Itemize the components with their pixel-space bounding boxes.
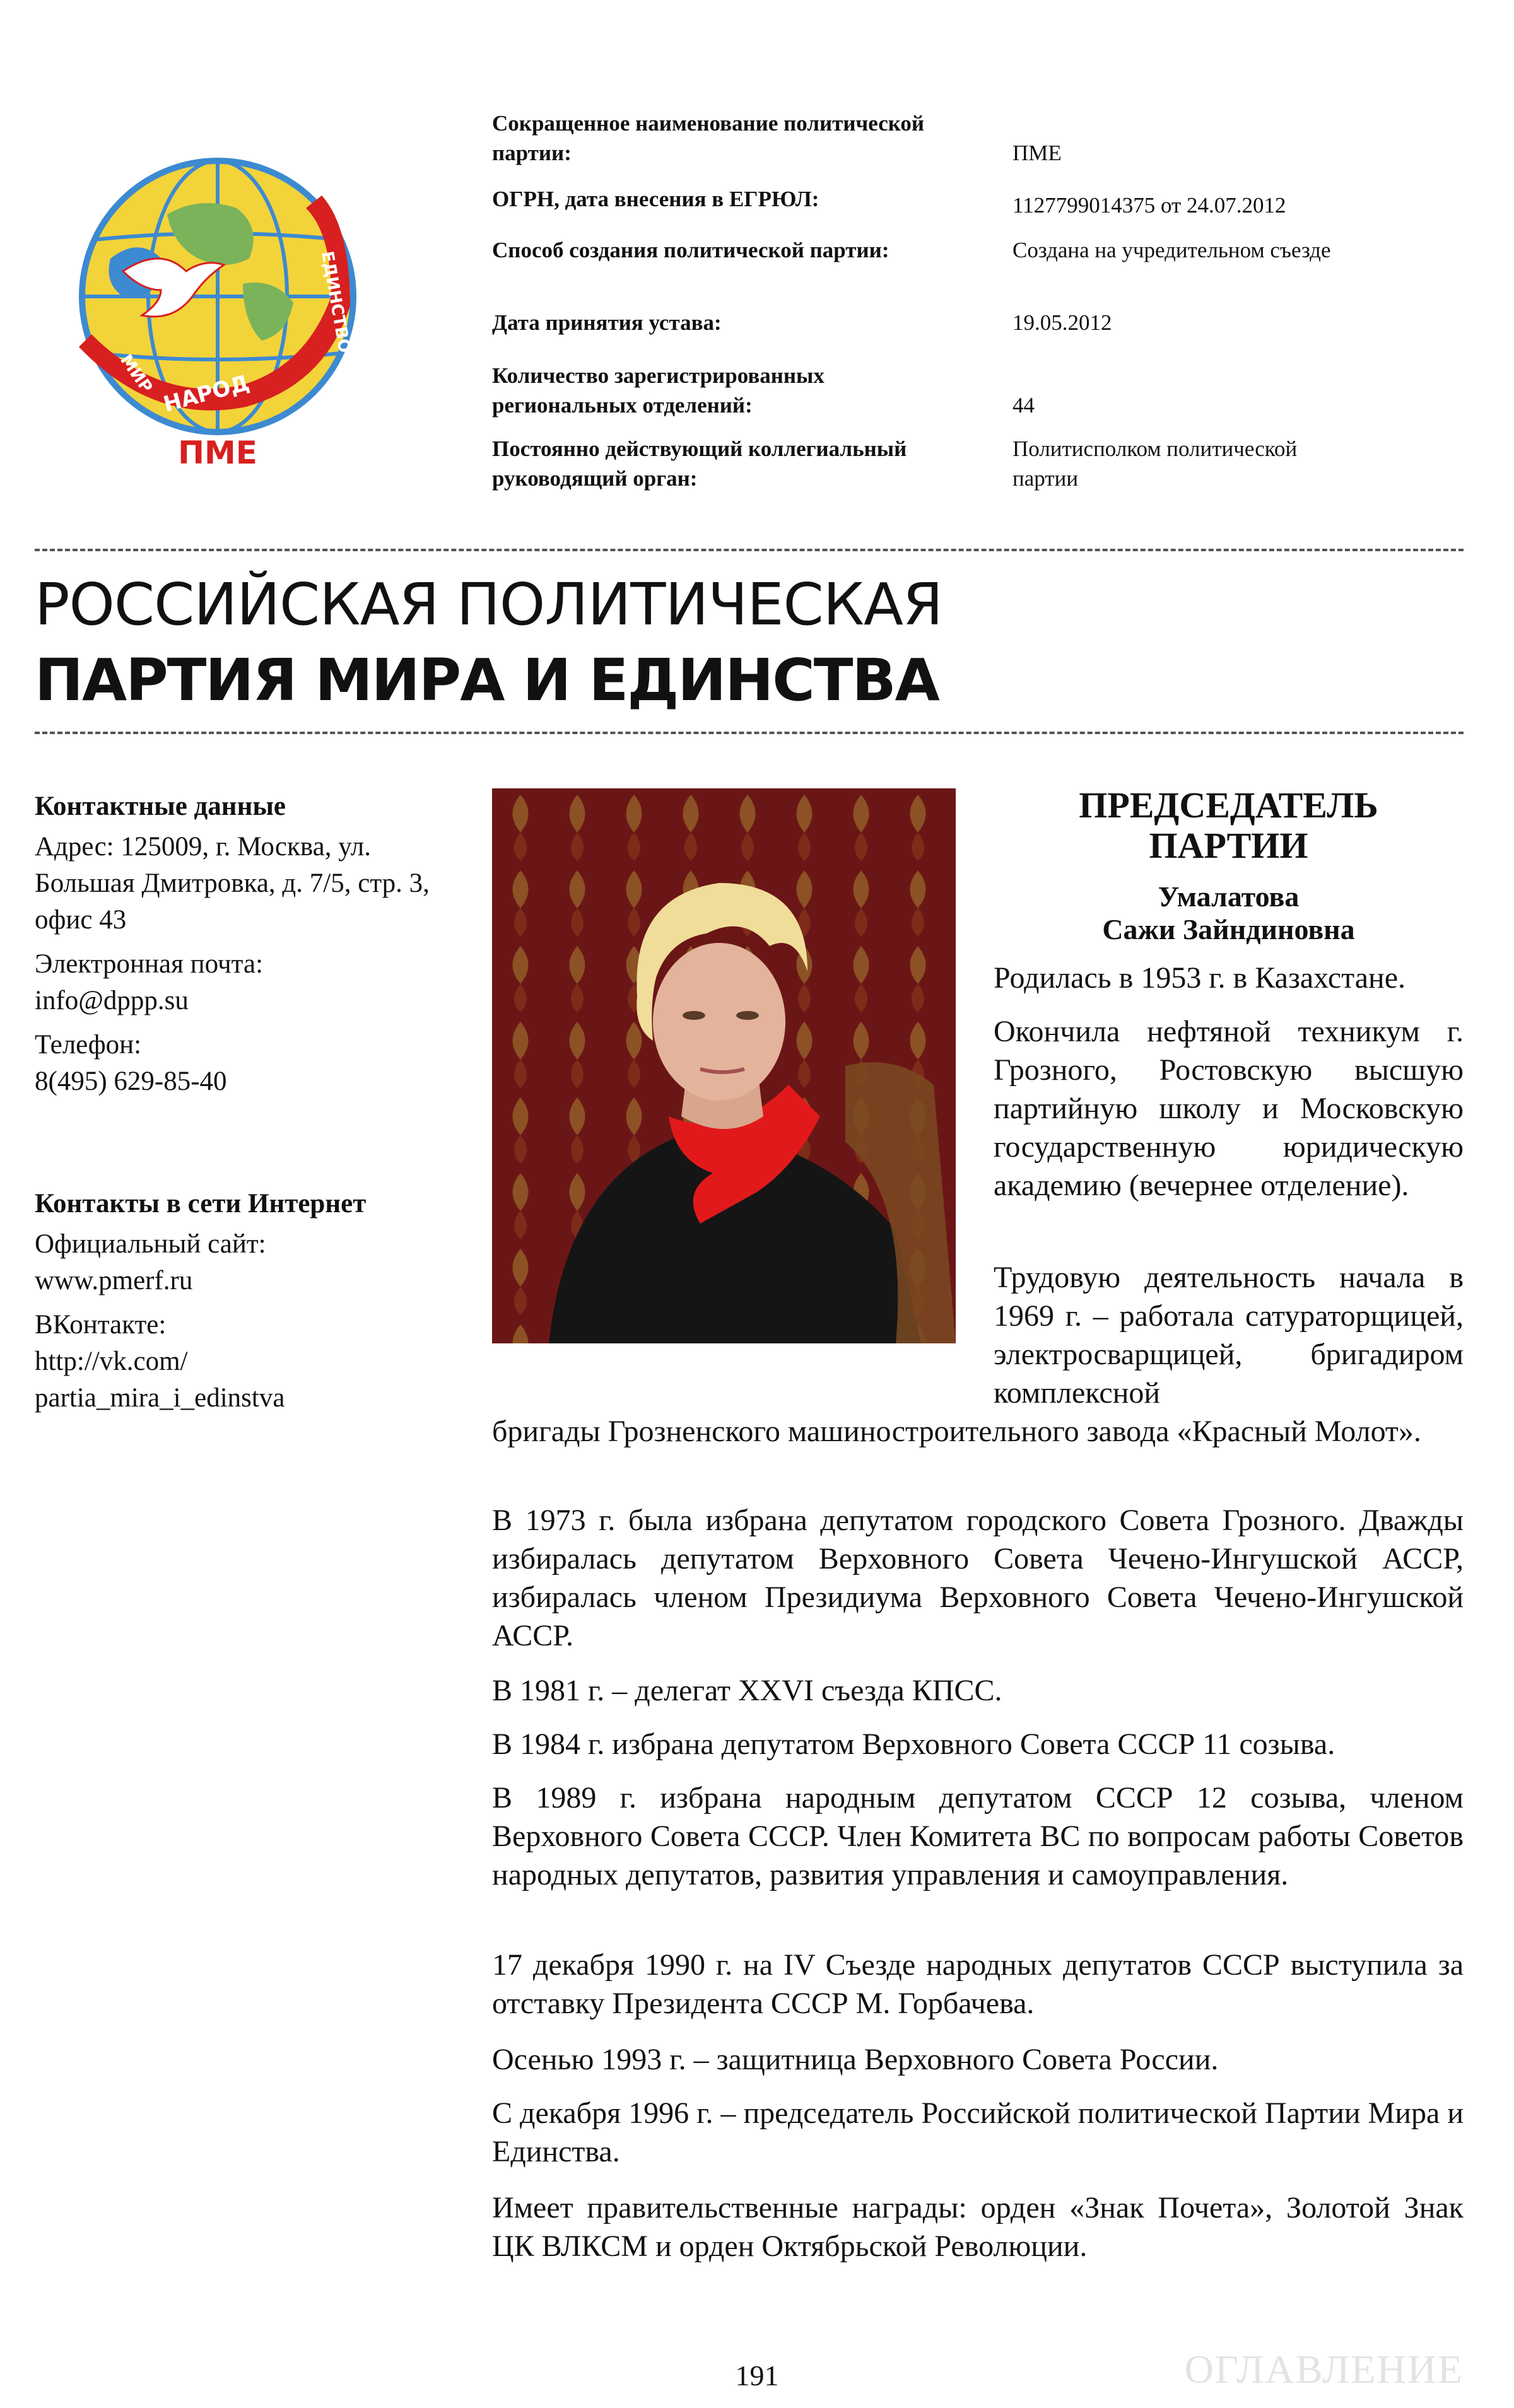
internet-contacts-block xyxy=(35,1186,438,1424)
info-label: Сокращенное наименование политической партии: xyxy=(492,111,925,165)
email-label: Электронная почта: xyxy=(35,949,264,979)
bio-paragraph: В 1973 г. была избрана депутатом городского Совета Грозного. Дважды избиралась депутатом Верховного Совета Чечено-Ингушской АССР, избиралась членом Президиума Верховного Совета Чечено-Ингушской АССР. xyxy=(492,1504,1464,1652)
internet-heading: Контакты в сети Интернет xyxy=(35,1189,367,1219)
info-value: 44 xyxy=(1012,393,1035,418)
logo-motto-word: ЕДИНСТВО xyxy=(317,250,354,354)
bio-paragraph: В 1984 г. избрана депутатом Верховного Совета СССР 11 созыва. xyxy=(492,1727,1335,1761)
info-value: Политисполком политической партии xyxy=(1012,436,1298,491)
info-value: ПМЕ xyxy=(1012,141,1062,165)
info-value: 19.05.2012 xyxy=(1012,310,1112,335)
chair-heading-line: ПРЕДСЕДАТЕЛЬ xyxy=(1079,785,1378,826)
toc-link[interactable]: ОГЛАВЛЕНИЕ xyxy=(1184,2347,1464,2392)
contacts-heading: Контактные данные xyxy=(35,792,286,821)
page-number: 191 xyxy=(735,2359,779,2392)
page-title-line2: ПАРТИЯ МИРА И ЕДИНСТВА xyxy=(35,646,939,714)
bio-paragraph: Окончила нефтяной техникум г. Грозного, Ростовскую высшую партийную школу и Московскую государственную юридическую академию (вечернее отделение). xyxy=(994,1015,1464,1202)
info-value: Создана на учредительном съезде xyxy=(1012,238,1331,262)
info-label: Постоянно действующий коллегиальный руководящий орган: xyxy=(492,436,907,491)
info-label: Количество зарегистрированных региональных отделений: xyxy=(492,363,824,418)
bio-paragraph: 17 декабря 1990 г. на IV Съезде народных депутатов СССР выступила за отставку Президента СССР М. Горбачева. xyxy=(492,1948,1464,2020)
logo-motto-word: НАРОД xyxy=(160,370,252,418)
bio-paragraph: В 1989 г. избрана народным депутатом СССР 12 созыва, членом Верховного Совета СССР. Член Комитета ВС по вопросам работы Советов народных депутатов, развития управления и самоуправления. xyxy=(492,1781,1464,1891)
chair-name xyxy=(994,880,1464,946)
vk-label: ВКонтакте: xyxy=(35,1310,167,1340)
bio-paragraph: бригады Грозненского машиностроительного завода «Красный Молот». xyxy=(492,1415,1421,1448)
vk-link-path[interactable]: partia_mira_i_edinstva xyxy=(35,1383,285,1413)
site-label: Официальный сайт: xyxy=(35,1229,266,1259)
phone-label: Телефон: xyxy=(35,1030,142,1060)
vk-link[interactable]: http://vk.com/ xyxy=(35,1347,188,1376)
bio-paragraph: Осенью 1993 г. – защитница Верховного Совета России. xyxy=(492,2043,1219,2076)
chair-surname: Умалатова xyxy=(1158,880,1300,913)
chair-heading xyxy=(994,785,1464,866)
chair-heading-line: ПАРТИИ xyxy=(1149,825,1308,866)
divider xyxy=(35,732,1464,734)
divider xyxy=(35,549,1464,551)
info-label: Способ создания политической партии: xyxy=(492,238,889,262)
party-logo xyxy=(35,139,401,492)
info-label: Дата принятия устава: xyxy=(492,310,722,335)
bio-paragraph: Трудовую деятельность начала в 1969 г. – работала сатураторщицей, электросварщицей, бригадиром комплексной xyxy=(994,1261,1464,1410)
bio-paragraph: С декабря 1996 г. – председатель Российской политической Партии Мира и Единства. xyxy=(492,2096,1464,2168)
chairwoman-photo xyxy=(492,788,956,1343)
phone-value: 8(495) 629-85-40 xyxy=(35,1067,227,1096)
bio-paragraph: Имеет правительственные награды: орден «Знак Почета», Золотой Знак ЦК ВЛКСМ и орден Октябрьской Революции. xyxy=(492,2191,1464,2263)
page-title-line1: РОССИЙСКАЯ ПОЛИТИЧЕСКАЯ xyxy=(35,571,942,638)
address: Адрес: 125009, г. Москва, ул. Большая Дмитровка, д. 7/5, стр. 3, офис 43 xyxy=(35,832,430,935)
site-link[interactable]: www.pmerf.ru xyxy=(35,1266,193,1295)
logo-motto-word: МИР xyxy=(116,351,156,397)
bio-paragraph: Родилась в 1953 г. в Казахстане. xyxy=(994,961,1406,995)
email-link[interactable]: info@dppp.su xyxy=(35,986,189,1015)
contacts-block xyxy=(35,788,438,1108)
bio-paragraph: В 1981 г. – делегат XXVI съезда КПСС. xyxy=(492,1674,1002,1707)
info-label: ОГРН, дата внесения в ЕГРЮЛ: xyxy=(492,187,819,211)
chair-given-names: Сажи Зайндиновна xyxy=(1102,913,1355,945)
info-value: 1127799014375 от 24.07.2012 xyxy=(1012,193,1286,218)
logo-abbr: ПМЕ xyxy=(178,435,257,471)
